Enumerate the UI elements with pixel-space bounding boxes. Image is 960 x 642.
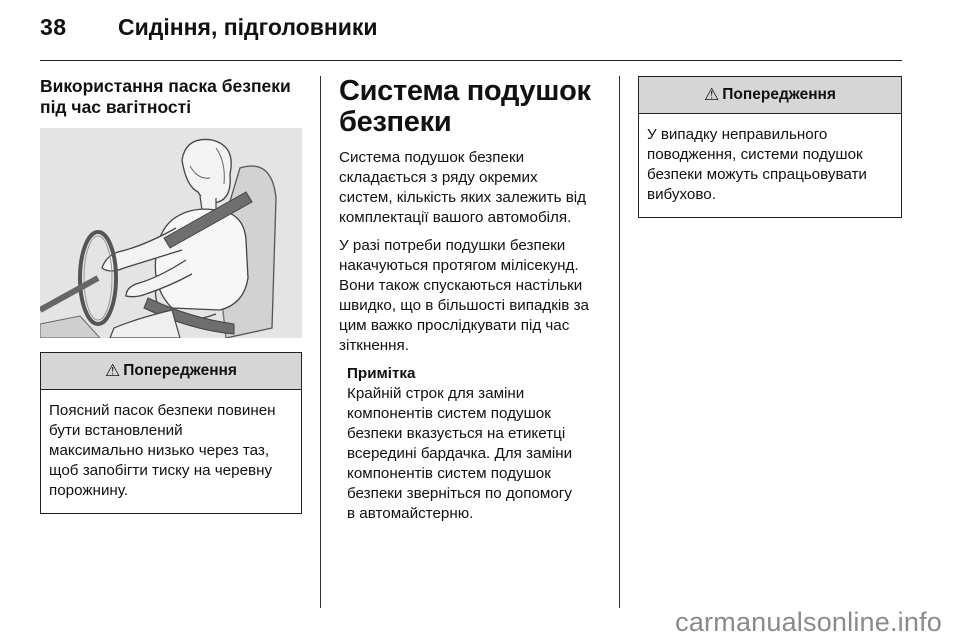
text-line: складається з ряду окремих xyxy=(339,169,538,186)
page-title: Сидіння, підголовники xyxy=(118,14,378,40)
warning-line: порожнину. xyxy=(49,482,129,499)
note-box xyxy=(347,364,603,524)
note-line: компонентів систем подушок xyxy=(347,465,551,482)
note-line: безпеки зверніться по допомогу xyxy=(347,485,572,502)
note-title: Примітка xyxy=(347,365,416,382)
text-line: Вони також спускаються настільки xyxy=(339,277,583,294)
warning-box-airbag xyxy=(638,76,902,218)
warning-body xyxy=(639,114,901,217)
heading-line: під час вагітності xyxy=(40,97,192,117)
column-1 xyxy=(40,76,302,514)
text-line: швидко, що в більшості випадків за xyxy=(339,297,590,314)
text-line: зіткнення. xyxy=(339,337,409,354)
column-3 xyxy=(638,76,902,218)
warning-line: вибухово. xyxy=(647,186,716,203)
heading-line: безпеки xyxy=(339,106,452,138)
warning-box-pregnancy xyxy=(40,352,302,514)
text-line: систем, кількість яких залежить від xyxy=(339,189,587,206)
text-line: У разі потреби подушки безпеки xyxy=(339,237,566,254)
watermark: carmanualsonline.info xyxy=(675,607,942,637)
warning-triangle-icon: ⚠ xyxy=(704,85,720,104)
page-number: 38 xyxy=(40,14,67,40)
warning-line: поводження, системи подушок xyxy=(647,146,863,163)
text-line: накачуються протягом мілісекунд. xyxy=(339,257,579,274)
note-line: всередині бардачка. Для заміни xyxy=(347,445,573,462)
text-line: цим важко прослідкувати під час xyxy=(339,317,570,334)
warning-line: максимально низько через таз, xyxy=(49,442,270,459)
column-divider-2 xyxy=(619,76,620,608)
warning-header xyxy=(41,353,301,390)
note-line: Крайній строк для заміни xyxy=(347,385,525,402)
warning-line: У випадку неправильного xyxy=(647,126,828,143)
warning-title: Попередження xyxy=(123,362,237,379)
note-line: безпеки вказується на етикетці xyxy=(347,425,566,442)
note-line: в автомайстерню. xyxy=(347,505,474,522)
warning-line: Поясний пасок безпеки повинен xyxy=(49,402,276,419)
illustration-drawing xyxy=(40,128,302,338)
heading-line: Використання паска безпеки xyxy=(40,76,291,96)
note-body xyxy=(347,384,603,524)
warning-body xyxy=(41,390,301,513)
warning-title: Попередження xyxy=(722,86,836,103)
warning-header xyxy=(639,77,901,114)
text-line: Система подушок безпеки xyxy=(339,149,525,166)
paragraph-airbag-intro xyxy=(339,148,603,228)
column-divider-1 xyxy=(320,76,321,608)
warning-line: безпеки можуть спрацьовувати xyxy=(647,166,867,183)
section-heading-airbag-system xyxy=(339,76,603,138)
warning-triangle-icon: ⚠ xyxy=(105,361,121,380)
warning-line: бути встановлений xyxy=(49,422,183,439)
paragraph-airbag-inflation xyxy=(339,236,603,356)
warning-line: щоб запобігти тиску на черевну xyxy=(49,462,273,479)
text-line: комплектації вашого автомобіля. xyxy=(339,209,572,226)
heading-line: Система подушок xyxy=(339,75,591,107)
note-line: компонентів систем подушок xyxy=(347,405,551,422)
header-divider xyxy=(40,60,902,61)
pregnant-driver-seatbelt-illustration xyxy=(40,128,302,338)
section-heading-pregnancy-belt xyxy=(40,76,302,118)
column-2 xyxy=(339,76,603,524)
page-header xyxy=(40,14,920,46)
